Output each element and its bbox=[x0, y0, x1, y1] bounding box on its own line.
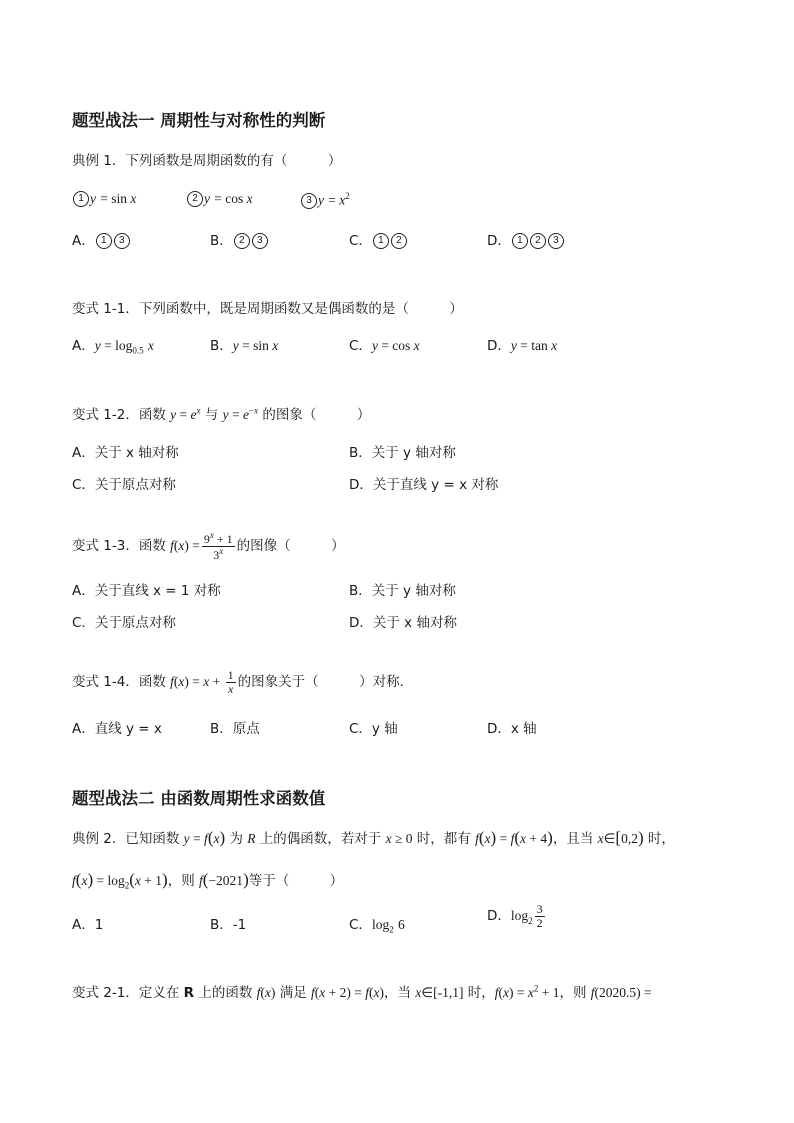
example-2-line-2: $f(x) = \log_2(x + 1)$，则 f(−2021)等于（ ） bbox=[72, 870, 344, 891]
section-title-2: 题型战法二 由函数周期性求函数值 bbox=[72, 789, 326, 808]
example-2-option-c: C．$\log_2 6$ bbox=[349, 917, 405, 935]
variant-1-2-option-a: A．关于 x 轴对称 bbox=[72, 445, 179, 461]
example-1-item-1: 1 y = sin x bbox=[72, 191, 136, 207]
variant-1-2-stem: 变式 1-2．函数 $y = e^x$ 与 $y = e^{-x}$ 的图象（ ） bbox=[72, 405, 371, 423]
variant-1-3-option-a: A．关于直线 x = 1 对称 bbox=[72, 583, 221, 599]
variant-1-1-option-b: B．y = sin x bbox=[210, 338, 279, 354]
example-1-option-d: D． 1 2 3 bbox=[487, 229, 565, 249]
variant-1-2-option-b: B．关于 y 轴对称 bbox=[349, 445, 456, 461]
variant-1-4-stem: 变式 1-4．函数 f(x) = x + $\frac{1}{x}$ 的图象关于（ ）对称. bbox=[72, 668, 404, 696]
example-2-option-b: B．-1 bbox=[210, 917, 247, 933]
example-1-option-b: B． 2 3 bbox=[210, 229, 269, 249]
section-title-1: 题型战法一 周期性与对称性的判断 bbox=[72, 111, 326, 130]
example-2-option-d: D．$\log_2$ $\frac{3}{2}$ bbox=[487, 902, 543, 930]
example-1-stem: 典例 1．下列函数是周期函数的有（ ） bbox=[72, 153, 342, 169]
example-2-line-1: 典例 2．已知函数 y = f(x) 为 R 上的偶函数，若对于 x ≥ 0 时，都有 f(x) = f(x + 4)，且当 x∈[0,2) 时， bbox=[72, 828, 675, 847]
variant-1-2-option-d: D．关于直线 y = x 对称 bbox=[349, 477, 499, 493]
variant-1-1-option-a: A．$y = \log_{0.5} x$ bbox=[72, 338, 154, 356]
variant-2-1-stem: 变式 2-1．定义在 R 上的函数 f(x) 满足 f(x + 2) = f(x)，当 x∈[-1,1] 时，$f(x) = x^2 + 1$，则 f(2020.5) = bbox=[72, 983, 652, 1001]
example-1-item-2: 2 y = cos x bbox=[186, 191, 253, 207]
example-1-option-a: A． 1 3 bbox=[72, 229, 131, 249]
variant-1-4-option-a: A．直线 y = x bbox=[72, 721, 162, 737]
variant-1-4-option-b: B．原点 bbox=[210, 721, 260, 737]
variant-1-3-option-d: D．关于 x 轴对称 bbox=[349, 615, 457, 631]
variant-1-2-option-c: C．关于原点对称 bbox=[72, 477, 176, 493]
variant-1-4-option-c: C．y 轴 bbox=[349, 721, 398, 737]
variant-1-3-option-b: B．关于 y 轴对称 bbox=[349, 583, 456, 599]
variant-1-4-option-d: D．x 轴 bbox=[487, 721, 537, 737]
example-2-option-a: A．1 bbox=[72, 917, 104, 933]
variant-1-1-option-d: D．y = tan x bbox=[487, 338, 558, 354]
example-1-option-c: C． 1 2 bbox=[349, 229, 408, 249]
variant-1-3-option-c: C．关于原点对称 bbox=[72, 615, 176, 631]
variant-1-1-stem: 变式 1-1．下列函数中，既是周期函数又是偶函数的是（ ） bbox=[72, 301, 463, 317]
variant-1-1-option-c: C．y = cos x bbox=[349, 338, 420, 354]
example-1-item-3: 3 $y = x^2$ bbox=[300, 191, 350, 209]
variant-1-3-stem: 变式 1-3．函数 f(x) = $\frac{9^x + 1}{3^x}$ 的图像（ ） bbox=[72, 530, 345, 562]
